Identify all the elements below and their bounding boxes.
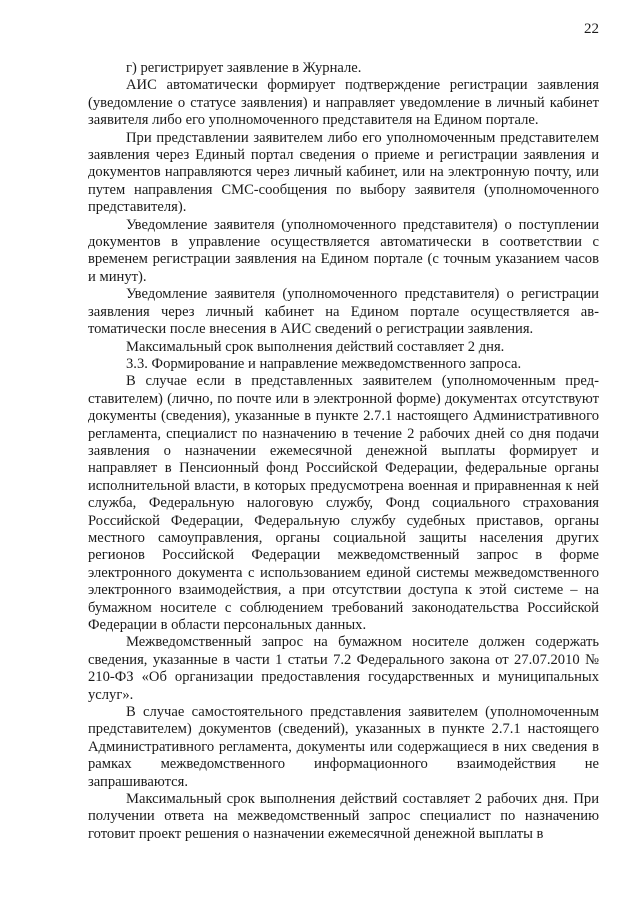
paragraph-max-term-days: Максимальный срок выполнения действий составляет 2 дня. <box>126 338 505 355</box>
paragraph-registration: г) регистрирует заявление в Журнале. <box>126 60 362 76</box>
section-heading-3-3: 3.3. Формирование и направление межведомственного запроса. <box>126 355 522 372</box>
paragraph-receipt-notification: Уведомление заявителя (уполномоченного представителя) о поступлении документов в управление осуществляется автоматически в соответствии с временем регистрации заявления на Едином портале (с точным указанием часов и минут). <box>88 216 599 285</box>
paragraph-interagency-request: В случае если в представленных заявителем (уполномоченным представителем) (лично, по почте или в электронной форме) документах отсутствуют документы (сведения), указанные в пункте 2.7.1 настоящего Административного регламента, специалист по назначению в течение 2 рабочих дней со дня подачи заявления о назначении ежемесячной денежной выплаты формирует и направляет в Пенсионный фонд Российской Федерации, федеральные органы исполнительной власти, в которых предусмотрена военная и приравненная к ней служба, Федеральную налоговую службу, Фонд социального страхования Российской Федерации, Федеральную службу судебных приставов, органы местного самоуправления, органы социальной защиты населения других регионов Российской Федерации межведомственный запрос в форме электронного документа с использованием единой системы межведомственного электронного взаимодействия, а при отсутствии доступа к этой системе – на бумажном носителе с соблюдением требований законодательства Российской Федерации в области персональных данных. <box>88 373 599 633</box>
paragraph-portal-notification: При представлении заявителем либо его уполномоченным представителем заявления через Единый портал сведения о приеме и регистрации заявления и документов направляются через личный кабинет, или на электронную почту, или путем направления СМС-сообщения по выбору заявителя (уполномоченного представителя). <box>88 129 599 216</box>
document-body <box>88 60 599 843</box>
paragraph-registration-notification: Уведомление заявителя (уполномоченного представителя) о регистрации заявления через личный кабинет на Едином портале осуществляется автоматически после внесения в АИС сведений о регистрации заявления. <box>88 286 599 338</box>
paragraph-max-term-working-days: Максимальный срок выполнения действий составляет 2 рабочих дня. При получении ответа на межведомственный запрос специалист по назначению готовит проект решения о назначении ежемесячной денежной выплаты в <box>88 791 599 842</box>
paragraph-ais-confirmation: АИС автоматически формирует подтверждение регистрации заявления (уведомление о статусе заявления) и направляет уведомление в личный кабинет заявителя либо его уполномоченного представителя на Едином портале. <box>88 77 599 129</box>
page-number: 22 <box>584 21 599 37</box>
paragraph-paper-request: Межведомственный запрос на бумажном носителе должен содержать сведения, указанные в части 1 статьи 7.2 Федерального закона от 27.07.2010 № 210-ФЗ «Об организации предоставления государственных и муниципальных услуг». <box>88 634 599 703</box>
paragraph-self-submission: В случае самостоятельного представления заявителем (уполномоченным представителем) документов (сведений), указанных в пункте 2.7.1 настоящего Административного регламента, документы или содержащиеся в них сведения в рамках межведомственного информационного взаимодействия не запрашиваются. <box>88 704 599 790</box>
